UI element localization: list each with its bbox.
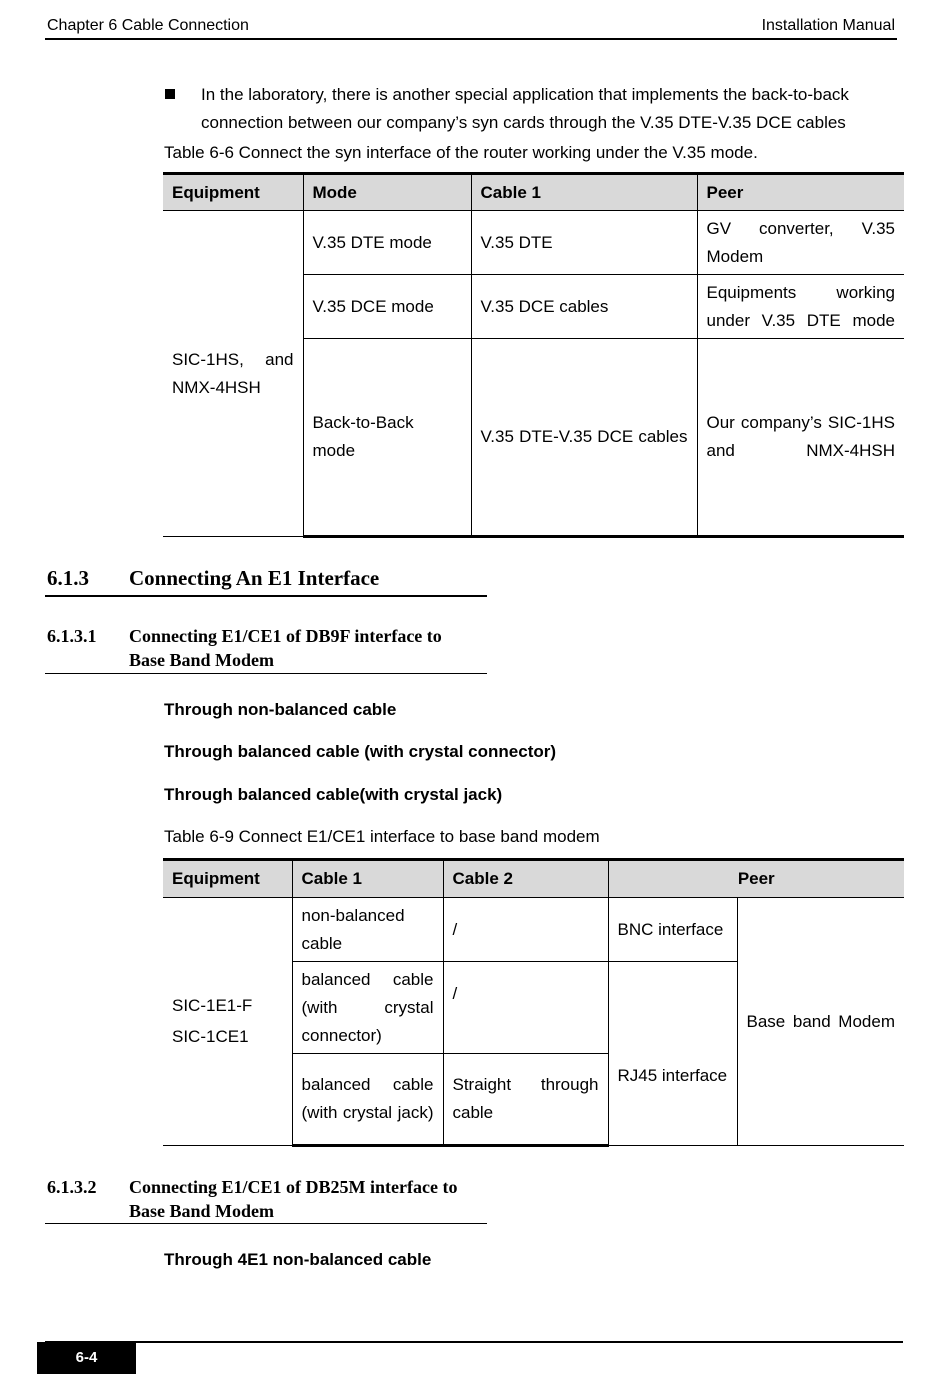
- table2-cable1-cell: [292, 962, 443, 1054]
- table1-cable-cell: V.35 DTE: [471, 211, 697, 275]
- section-heading-613: [47, 566, 487, 592]
- table1-header-peer: Peer: [697, 174, 904, 211]
- table1-mode-cell: V.35 DCE mode: [303, 275, 471, 339]
- table2-header-equipment: Equipment: [163, 860, 292, 898]
- table1-cable-cell: V.35 DCE cables: [471, 275, 697, 339]
- table2-cable1-text: balanced cable (with crystal connector): [301, 969, 434, 1045]
- table2-caption: Table 6-9 Connect E1/CE1 interface to base band modem: [164, 827, 600, 846]
- table2-cable2-cell: /: [443, 962, 608, 1054]
- section-rule: [45, 1223, 487, 1224]
- table2-peer1-cell: BNC interface: [608, 898, 737, 962]
- bullet-square-icon: [165, 89, 175, 99]
- table1-mode-cell: [303, 339, 471, 537]
- table2-peer2-cell: [737, 898, 904, 1146]
- table1-peer-text: Equipments working under V.35 DTE mode: [706, 282, 895, 330]
- table2-cable1-cell: [292, 1054, 443, 1146]
- section-title-line2: Base Band Modem: [129, 650, 275, 670]
- header-rule: [45, 38, 897, 40]
- table1-equipment-text: SIC-1HS, and NMX-4HSH: [172, 349, 294, 397]
- section-title: Connecting An E1 Interface: [129, 566, 380, 590]
- table1-mode-cell: V.35 DTE mode: [303, 211, 471, 275]
- table-row: [163, 211, 904, 275]
- section-title-line1: Connecting E1/CE1 of DB9F interface to: [129, 626, 442, 646]
- table1-peer-text: Our company’s SIC-1HS and NMX-4HSH: [706, 413, 895, 460]
- table2-header-peer: Peer: [608, 860, 904, 898]
- section-heading-6132: [47, 1175, 487, 1223]
- table1-peer-cell: [697, 339, 904, 537]
- table1-mode-text: Back-to-Back mode: [312, 413, 414, 460]
- list-item: Through 4E1 non-balanced cable: [164, 1250, 432, 1269]
- table1-cable-text: V.35 DTE-V.35 DCE cables: [480, 427, 688, 446]
- table1-cable-cell: [471, 339, 697, 537]
- table2: [163, 858, 904, 1147]
- header-manual-title: Installation Manual: [761, 17, 895, 34]
- section-number: 6.1.3.1: [47, 626, 97, 646]
- section-number: 6.1.3.2: [47, 1177, 97, 1197]
- section-number: 6.1.3: [47, 566, 89, 590]
- footer-rule: [45, 1341, 903, 1343]
- list-item: Through balanced cable(with crystal jack): [164, 785, 503, 804]
- section-title-line1: Connecting E1/CE1 of DB25M interface to: [129, 1177, 458, 1197]
- table2-equipment-line1: SIC-1E1-F: [172, 996, 253, 1015]
- table2-equipment-cell: [163, 898, 292, 1146]
- table2-cable2-text: Straight through cable: [452, 1075, 599, 1122]
- table1-peer-cell: [697, 275, 904, 339]
- header-chapter: Chapter 6 Cable Connection: [47, 17, 249, 34]
- table1-header-equipment: Equipment: [163, 174, 303, 211]
- bullet-paragraph: In the laboratory, there is another special application that implements the back-to-back connection between our company’s syn cards through the V.35 DTE-V.35 DCE cables: [201, 85, 849, 132]
- table2-header-cable2: Cable 2: [443, 860, 608, 898]
- table2-cable2-cell: [443, 1054, 608, 1146]
- table1-peer-cell: [697, 211, 904, 275]
- table-row: [163, 898, 904, 962]
- table1-header-mode: Mode: [303, 174, 471, 211]
- table2-cable1-text: balanced cable (with crystal jack): [301, 1075, 434, 1122]
- page-number: 6-4: [37, 1342, 136, 1374]
- list-item: Through non-balanced cable: [164, 700, 397, 719]
- table2-equipment-line2: SIC-1CE1: [172, 1027, 249, 1046]
- table1-header-row: [163, 174, 904, 211]
- table2-cable1-cell: non-balanced cable: [292, 898, 443, 962]
- table1-header-cable1: Cable 1: [471, 174, 697, 211]
- table2-peer1-cell: RJ45 interface: [608, 962, 737, 1146]
- table1-equipment-cell: [163, 211, 303, 537]
- table2-cable2-cell: /: [443, 898, 608, 962]
- section-heading-6131: [47, 624, 487, 672]
- list-item: Through balanced cable (with crystal connector): [164, 742, 557, 761]
- table1-peer-text: GV converter, V.35 Modem: [706, 218, 895, 266]
- section-rule: [45, 673, 487, 674]
- table1-caption: Table 6-6 Connect the syn interface of the router working under the V.35 mode.: [164, 143, 758, 162]
- section-title-line2: Base Band Modem: [129, 1201, 275, 1221]
- table2-header-cable1: Cable 1: [292, 860, 443, 898]
- table2-peer2-text: Base band Modem: [746, 1011, 895, 1031]
- table1: [163, 172, 904, 538]
- section-rule: [45, 595, 487, 597]
- table2-header-row: [163, 860, 904, 898]
